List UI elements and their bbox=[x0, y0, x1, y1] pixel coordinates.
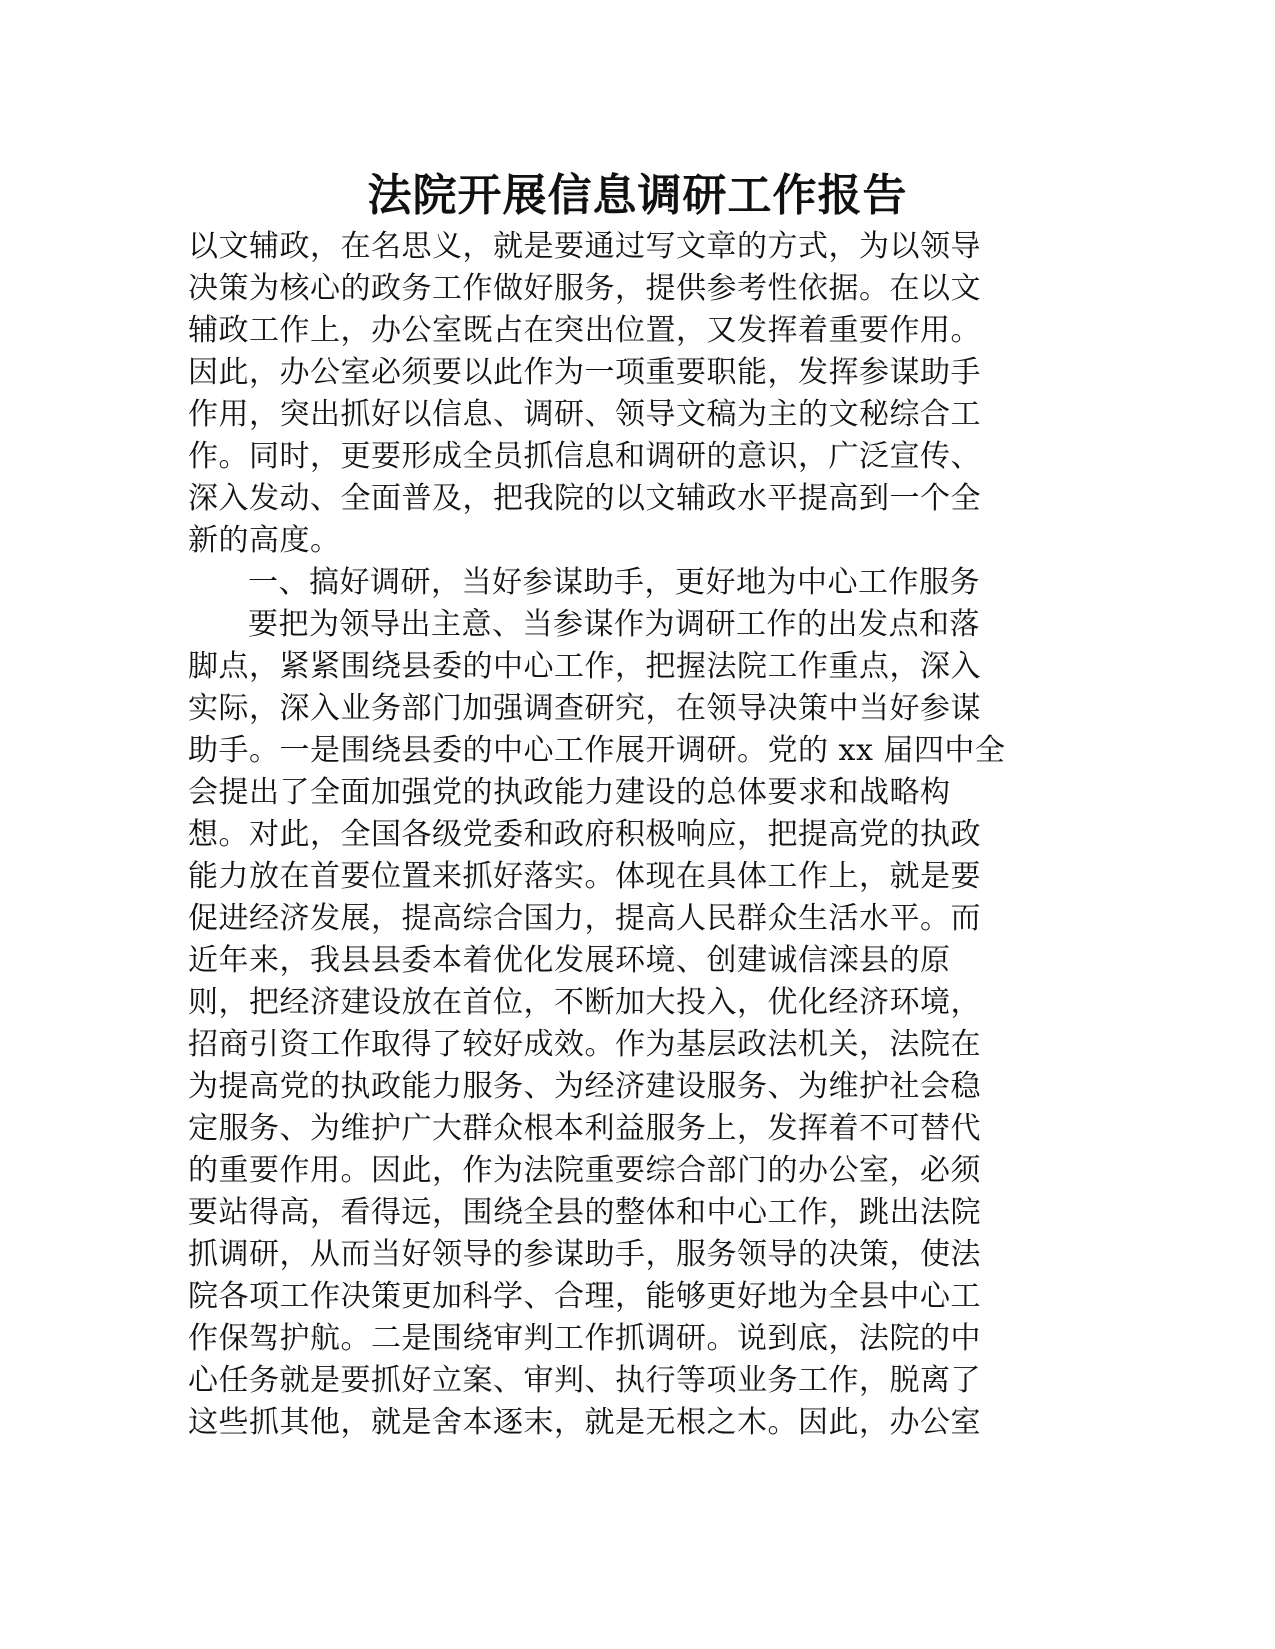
body-line: 心任务就是要抓好立案、审判、执行等项业务工作，脱离了 bbox=[188, 1363, 981, 1398]
body-line: 新的高度。 bbox=[188, 523, 341, 558]
body-line: 会提出了全面加强党的执政能力建设的总体要求和战略构 bbox=[188, 775, 951, 810]
body-line: 以文辅政，在名思义，就是要通过写文章的方式，为以领导 bbox=[188, 229, 981, 264]
body-line: 则，把经济建设放在首位，不断加大投入，优化经济环境， bbox=[188, 985, 981, 1020]
body-line: 助手。一是围绕县委的中心工作展开调研。党的 xx 届四中全 bbox=[188, 733, 1006, 768]
body-line: 抓调研，从而当好领导的参谋助手，服务领导的决策，使法 bbox=[188, 1237, 981, 1272]
body-line: 促进经济发展，提高综合国力，提高人民群众生活水平。而 bbox=[188, 901, 981, 936]
body-line: 想。对此，全国各级党委和政府积极响应，把提高党的执政 bbox=[188, 817, 981, 852]
body-line: 定服务、为维护广大群众根本利益服务上，发挥着不可替代 bbox=[188, 1111, 981, 1146]
body-line: 作。同时，更要形成全员抓信息和调研的意识，广泛宣传、 bbox=[188, 439, 981, 474]
body-line: 作用，突出抓好以信息、调研、领导文稿为主的文秘综合工 bbox=[188, 397, 981, 432]
body-line: 深入发动、全面普及，把我院的以文辅政水平提高到一个全 bbox=[188, 481, 981, 516]
body-line: 作保驾护航。二是围绕审判工作抓调研。说到底，法院的中 bbox=[188, 1321, 981, 1356]
document-title: 法院开展信息调研工作报告 bbox=[367, 170, 908, 221]
body-line: 院各项工作决策更加科学、合理，能够更好地为全县中心工 bbox=[188, 1279, 981, 1314]
body-line: 脚点，紧紧围绕县委的中心工作，把握法院工作重点，深入 bbox=[188, 649, 981, 684]
document-body bbox=[188, 226, 1088, 1444]
body-line: 一、搞好调研，当好参谋助手，更好地为中心工作服务 bbox=[248, 565, 980, 600]
body-line: 招商引资工作取得了较好成效。作为基层政法机关，法院在 bbox=[188, 1027, 981, 1062]
body-line: 因此，办公室必须要以此作为一项重要职能，发挥参谋助手 bbox=[188, 355, 981, 390]
body-line: 近年来，我县县委本着优化发展环境、创建诚信滦县的原 bbox=[188, 943, 951, 978]
body-line: 能力放在首要位置来抓好落实。体现在具体工作上，就是要 bbox=[188, 859, 981, 894]
body-line: 要站得高，看得远，围绕全县的整体和中心工作，跳出法院 bbox=[188, 1195, 981, 1230]
body-line: 实际，深入业务部门加强调查研究，在领导决策中当好参谋 bbox=[188, 691, 981, 726]
body-line: 辅政工作上，办公室既占在突出位置，又发挥着重要作用。 bbox=[188, 313, 981, 348]
body-line: 的重要作用。因此，作为法院重要综合部门的办公室，必须 bbox=[188, 1153, 981, 1188]
body-line: 要把为领导出主意、当参谋作为调研工作的出发点和落 bbox=[248, 607, 980, 642]
body-line: 决策为核心的政务工作做好服务，提供参考性依据。在以文 bbox=[188, 271, 981, 306]
body-line: 这些抓其他，就是舍本逐末，就是无根之木。因此，办公室 bbox=[188, 1405, 981, 1440]
body-line: 为提高党的执政能力服务、为经济建设服务、为维护社会稳 bbox=[188, 1069, 981, 1104]
